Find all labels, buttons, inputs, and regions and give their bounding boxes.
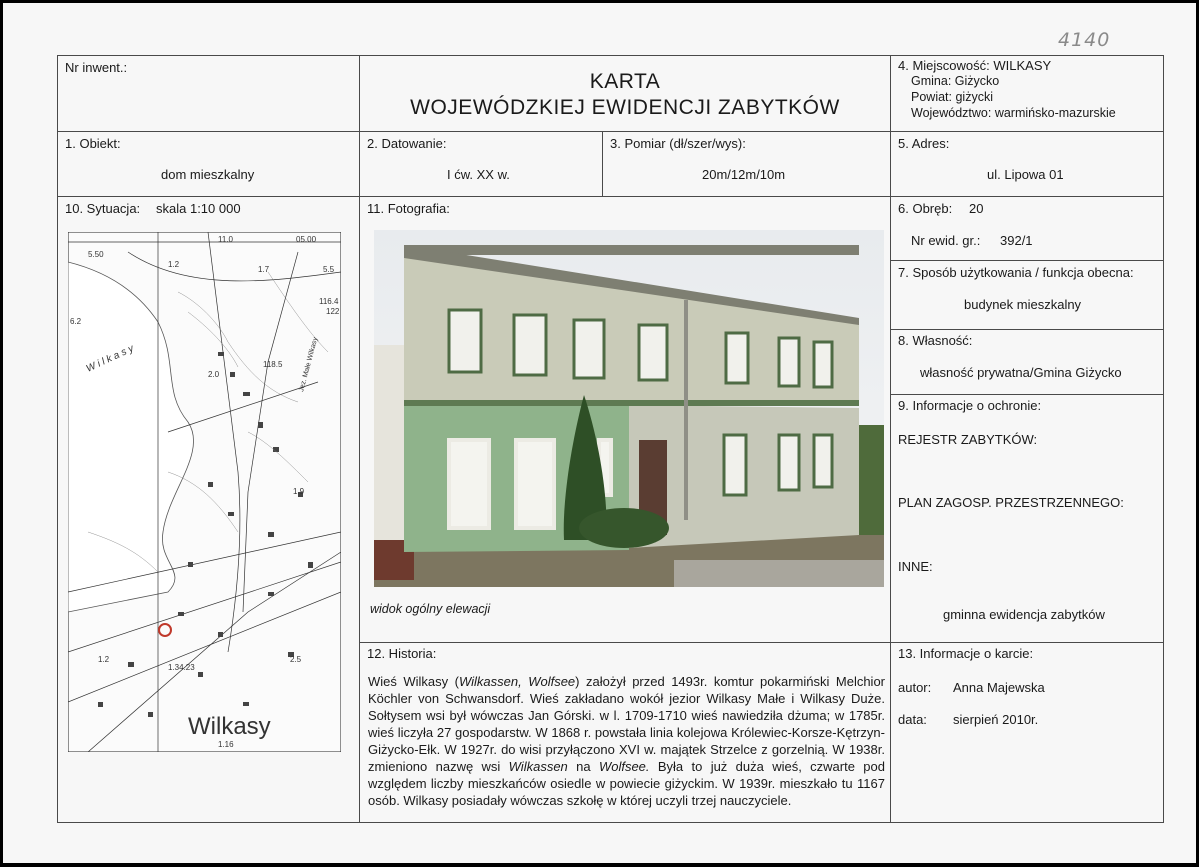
photo-label: 11. Fotografia: [367, 201, 450, 216]
inventory-cell [57, 55, 360, 132]
object-label: 1. Obiekt: [65, 136, 121, 151]
dating-value: I ćw. XX w. [447, 167, 510, 182]
card-title: KARTA [589, 70, 661, 93]
protection-plan: PLAN ZAGOSP. PRZESTRZENNEGO: [898, 495, 1124, 510]
map-number: 5.50 [88, 250, 104, 259]
ownership-cell [890, 329, 1164, 395]
map-number: 11.0 [218, 235, 233, 244]
situation-label: 10. Sytuacja: [65, 201, 141, 216]
voivodeship-value: Województwo: warmińsko-mazurskie [911, 106, 1116, 120]
map-number: 116.4 [319, 297, 339, 306]
protection-other-value: gminna ewidencja zabytków [943, 607, 1105, 622]
usage-cell [890, 260, 1164, 330]
map-number: 2.5 [290, 655, 302, 664]
card-info-label: 13. Informacje o karcie: [898, 646, 1034, 661]
title-cell [359, 55, 891, 132]
protection-label: 9. Informacje o ochronie: [898, 398, 1042, 413]
dating-cell [359, 131, 603, 197]
photo-caption: widok ogólny elewacji [370, 602, 491, 616]
precinct-value: 20 [969, 201, 984, 216]
map-number: 122 [326, 307, 340, 316]
protection-other: INNE: [898, 559, 933, 574]
location-cell [890, 55, 1164, 132]
map-number: 2.0 [208, 370, 220, 379]
address-label: 5. Adres: [898, 136, 950, 151]
map-number: 1.2 [168, 260, 180, 269]
ownership-label: 8. Własność: [898, 333, 973, 348]
map-number: 1.7 [258, 265, 270, 274]
handwritten-inventory-number: 4140 [1058, 29, 1111, 51]
object-cell [57, 131, 360, 197]
history-text: Wieś Wilkasy (Wilkassen, Wolfsee) założył przed 1493r. komtur pokarmiński Melchior Köchler von Schwansdorf. Wieś zakładano wokół jezior Wilkasy Małe i Wilkasy Duże. Sołtysem wsi był wówczas Jan Górski. w l. 1709-1710 wieś nawiedziła dżuma; w 1785r. wieś liczyła 27 gospodarstw. W 1868 r. powstała linia kolejowa Królewiec-Korsze-Kętrzyn-Giżycko-Ełk. W 1927r. do wisi przyłączono XVI w. majątek Strzelce z gorzelnią. W 1938r. zmieniono nazwę wsi Wilkassen na Wolfsee. Była to już duża wieś, czwarte pod względem liczby mieszkańców osiedle w powiecie giżyckim. W 1939r. mieszkało tu 1167 osób. Wilkasy posiadały wówczas szkołę w której uczyli trzej nauczyciele. [368, 674, 886, 808]
situation-scale: skala 1:10 000 [156, 201, 241, 216]
record-card [3, 3, 1196, 863]
ownership-value: własność prywatna/Gmina Giżycko [920, 365, 1122, 380]
location-label: 4. Miejscowość: WILKASY [898, 58, 1052, 73]
author-label: autor: [898, 680, 932, 695]
parcel-value: 392/1 [1000, 233, 1033, 248]
map-number: 5.5 [323, 265, 335, 274]
measure-label: 3. Pomiar (dł/szer/wys): [610, 136, 746, 151]
map-place-label: Wilkasy [188, 713, 271, 740]
map-number: 1.9 [293, 487, 305, 496]
map-number: 6.2 [70, 317, 82, 326]
dating-label: 2. Datowanie: [367, 136, 447, 151]
situation-map [68, 232, 341, 752]
measure-cell [602, 131, 891, 197]
building-photo [374, 230, 884, 587]
protection-registry: REJESTR ZABYTKÓW: [898, 432, 1038, 447]
map-lake-label: W i l k a s y [84, 343, 136, 375]
date-value: sierpień 2010r. [953, 712, 1039, 727]
photo-cell [359, 196, 891, 643]
map-road-label: Jez. Małe Wilkasy [298, 336, 320, 393]
map-number: 05.00 [296, 235, 317, 244]
date-label: data: [898, 712, 927, 727]
map-number: 1.34.23 [168, 663, 195, 672]
parcel-label: Nr ewid. gr.: [911, 233, 981, 248]
map-number: 118.5 [263, 360, 283, 369]
gmina-value: Gmina: Giżycko [911, 74, 1000, 88]
usage-label: 7. Sposób użytkowania / funkcja obecna: [898, 265, 1134, 280]
address-value: ul. Lipowa 01 [987, 167, 1064, 182]
inventory-label: Nr inwent.: [65, 60, 128, 75]
card-info-cell [890, 642, 1164, 823]
card-subtitle: WOJEWÓDZKIEJ EWIDENCJI ZABYTKÓW [410, 96, 840, 119]
map-number: 1.16 [218, 740, 234, 749]
powiat-value: Powiat: giżycki [911, 90, 993, 104]
protection-cell [890, 394, 1164, 643]
precinct-cell [890, 196, 1164, 261]
usage-value: budynek mieszkalny [964, 297, 1082, 312]
measure-value: 20m/12m/10m [702, 167, 786, 182]
object-value: dom mieszkalny [161, 167, 255, 182]
situation-cell [57, 196, 360, 823]
author-value: Anna Majewska [953, 680, 1045, 695]
map-number: 1.2 [98, 655, 110, 664]
address-cell [890, 131, 1164, 197]
history-label: 12. Historia: [367, 646, 437, 661]
precinct-label: 6. Obręb: [898, 201, 953, 216]
